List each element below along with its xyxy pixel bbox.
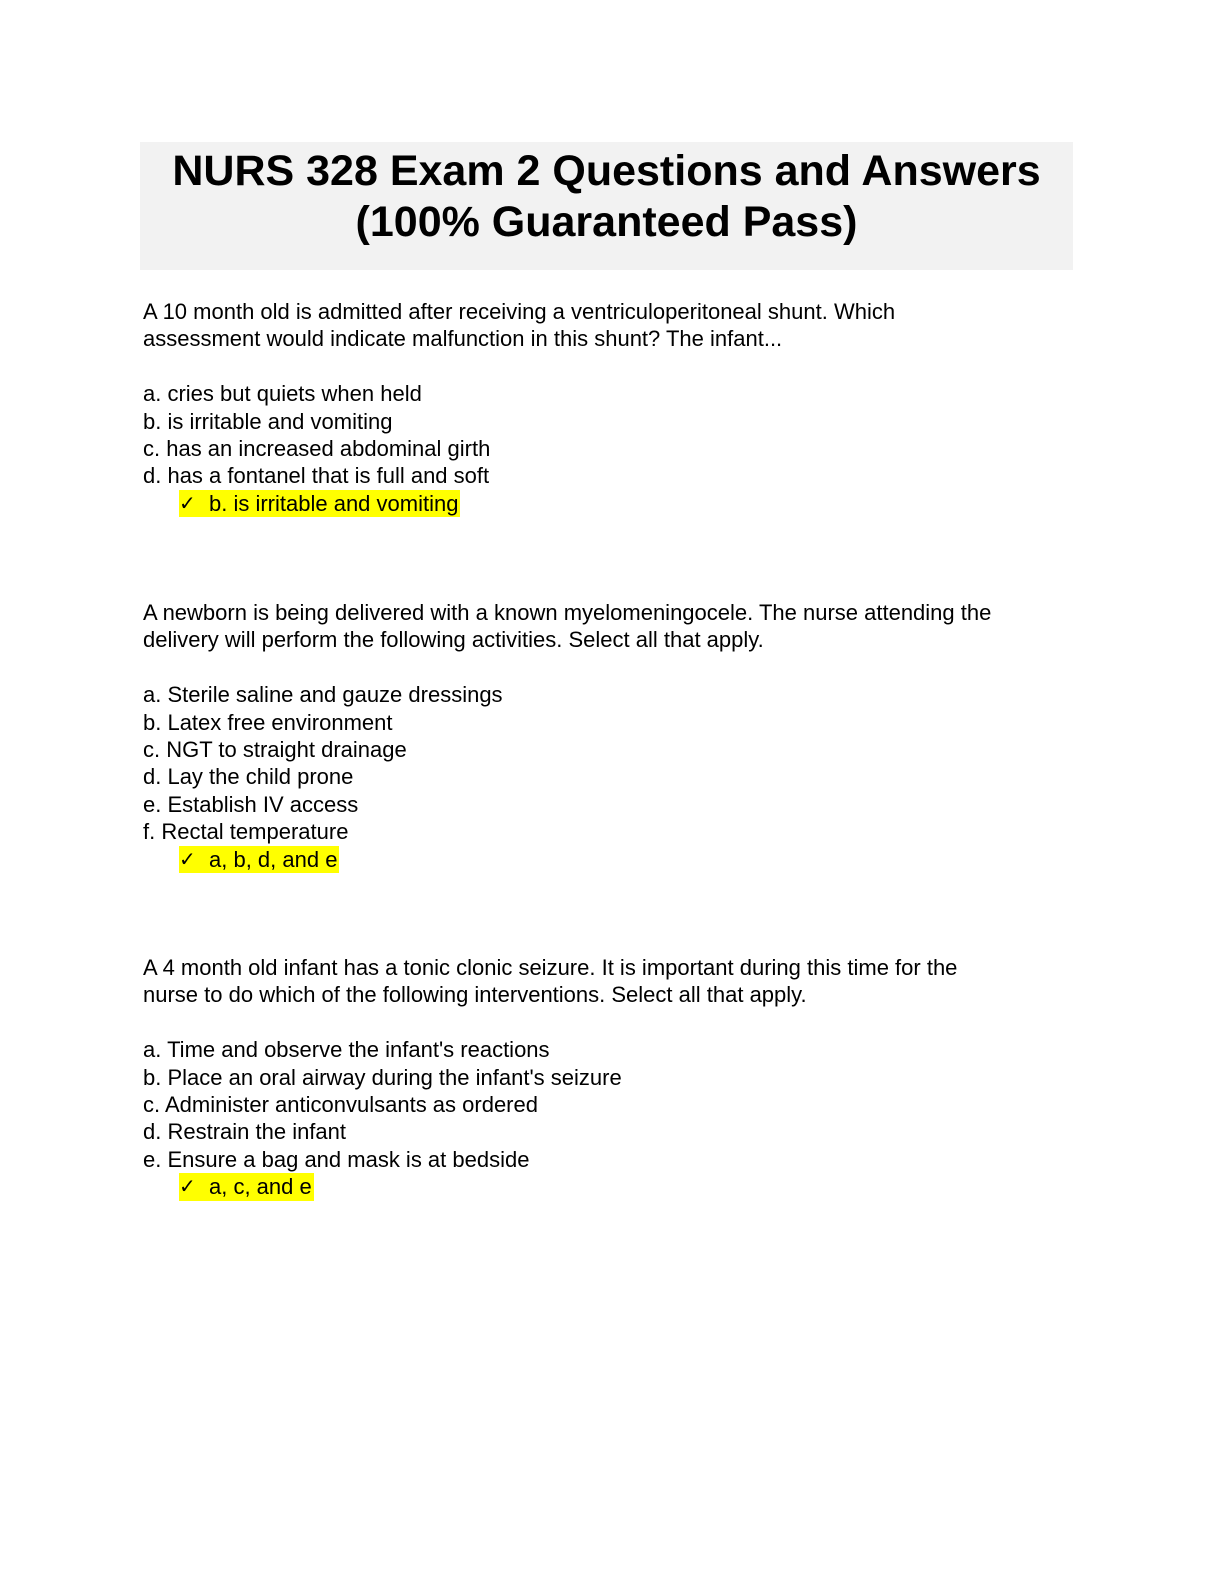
option-d: d. has a fontanel that is full and soft — [143, 463, 490, 489]
question-text-line: assessment would indicate malfunction in this shunt? The infant... — [143, 326, 783, 352]
question-1-text — [143, 298, 1083, 353]
answer-text: a, c, and e — [209, 1174, 312, 1200]
answer-text: b. is irritable and vomiting — [209, 490, 459, 516]
question-1-options — [143, 380, 1083, 490]
option-a: a. Time and observe the infant's reactions — [143, 1037, 550, 1063]
option-b: b. Place an oral airway during the infant's seizure — [143, 1064, 622, 1090]
question-text-line: A newborn is being delivered with a known myelomeningocele. The nurse attending the — [143, 600, 992, 625]
document-title-line-2: (100% Guaranteed Pass) — [355, 198, 858, 246]
option-b: b. is irritable and vomiting — [143, 408, 393, 434]
option-c: c. Administer anticonvulsants as ordered — [143, 1092, 538, 1118]
question-3-answer — [179, 1173, 1083, 1200]
question-2-answer — [179, 846, 1083, 873]
option-e: e. Ensure a bag and mask is at bedside — [143, 1146, 530, 1172]
question-3 — [143, 954, 1083, 1201]
check-icon: ✓ — [179, 846, 196, 871]
option-d: d. Restrain the infant — [143, 1119, 347, 1145]
question-text-line: nurse to do which of the following interventions. Select all that apply. — [143, 982, 807, 1008]
option-f: f. Rectal temperature — [143, 819, 349, 845]
question-2-text — [143, 599, 1083, 654]
question-2 — [143, 599, 1083, 873]
question-text-line: A 10 month old is admitted after receiving a ventriculoperitoneal shunt. Which — [143, 299, 896, 324]
question-text-line: delivery will perform the following activities. Select all that apply. — [143, 627, 764, 653]
option-c: c. NGT to straight drainage — [143, 737, 407, 763]
question-text-line: A 4 month old infant has a tonic clonic seizure. It is important during this time for the — [143, 955, 958, 980]
option-c: c. has an increased abdominal girth — [143, 436, 491, 462]
option-b: b. Latex free environment — [143, 709, 393, 735]
question-3-options — [143, 1036, 1083, 1173]
answer-highlight — [179, 1173, 314, 1200]
option-e: e. Establish IV access — [143, 791, 359, 817]
check-icon: ✓ — [179, 490, 196, 515]
document-title-line-1: NURS 328 Exam 2 Questions and Answers — [172, 147, 1041, 195]
option-a: a. Sterile saline and gauze dressings — [143, 682, 503, 708]
question-1-answer — [179, 490, 1083, 517]
option-d: d. Lay the child prone — [143, 764, 354, 790]
question-1 — [143, 298, 1083, 517]
document-title-box — [140, 142, 1073, 270]
answer-text: a, b, d, and e — [209, 846, 338, 872]
question-3-text — [143, 954, 1083, 1009]
answer-highlight — [179, 490, 460, 517]
check-icon: ✓ — [179, 1174, 196, 1199]
option-a: a. cries but quiets when held — [143, 381, 422, 407]
question-2-options — [143, 681, 1083, 845]
answer-highlight — [179, 846, 339, 873]
